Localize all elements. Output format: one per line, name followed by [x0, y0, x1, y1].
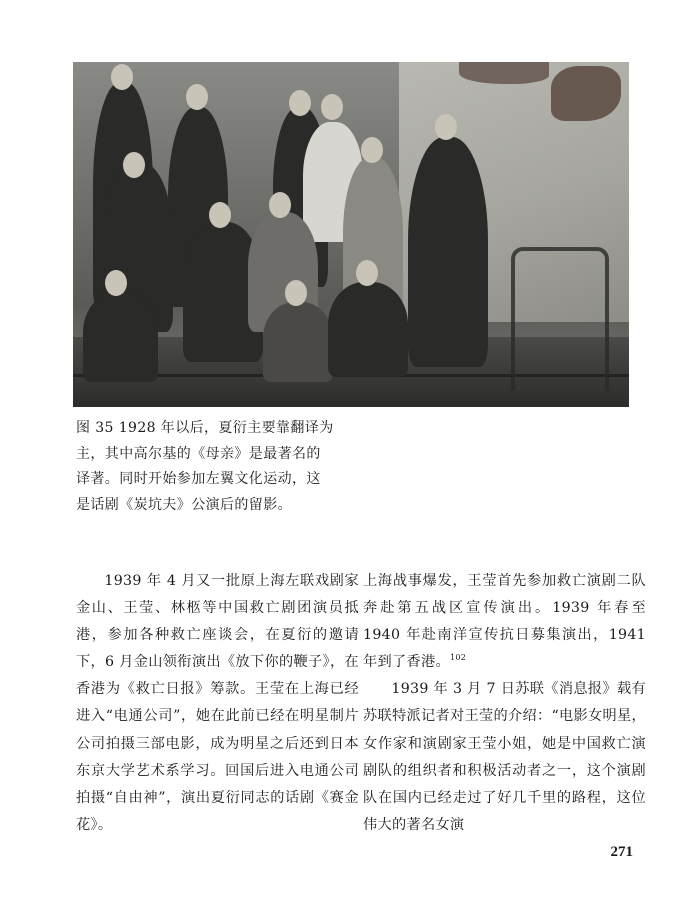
caption-line: 是话剧《炭坑夫》公演后的留影。 — [76, 496, 292, 513]
body-paragraph-continued — [363, 568, 646, 676]
photo-exposed-brick — [459, 62, 549, 84]
photo-person-head — [111, 64, 133, 90]
photo-person — [328, 282, 408, 377]
figure-caption — [76, 416, 366, 518]
photo-person — [83, 292, 158, 382]
photo-exposed-brick — [551, 66, 621, 121]
photo-person-head — [435, 114, 457, 140]
page-number: 271 — [610, 844, 633, 860]
footnote-reference: 102 — [449, 653, 467, 663]
photo-person-head — [186, 84, 208, 110]
photo-person-head — [361, 137, 383, 163]
photo-person-head — [269, 192, 291, 218]
photo-person-head — [105, 270, 127, 296]
body-paragraph: 1939 年 4 月又一批原上海左联戏剧家金山、王莹、林柩等中国救亡剧团演员抵港，参加各种救亡座谈会，在夏衍的邀请下，6 月金山领衔演出《放下你的鞭子》，在香港为《救亡日报》筹款。王莹在上海已经进入“电通公司”，她在此前已经在明星制片公司拍摄三部电影，成为明星之后还到日本东京大学艺术系学习。回国后进入电通公司拍摄“自由神”，演出夏衍同志的话剧《赛金花》。 — [76, 573, 359, 833]
photo-person-head — [285, 280, 307, 306]
photo-person-head — [209, 202, 231, 228]
photo-chair — [511, 247, 609, 391]
body-paragraph: 1939 年 3 月 7 日苏联《消息报》载有苏联特派记者对王莹的介绍：“电影女明星，女作家和演剧家王莹小姐，她是中国救亡演剧队的组织者和积极活动者之一，这个演剧队在国内已经走过了好几千里的路程，这位伟大的著名女演 — [363, 681, 646, 833]
photo-person-head — [321, 94, 343, 120]
right-text-column — [363, 568, 646, 839]
photo-person-head — [289, 90, 311, 116]
photo-person — [408, 137, 488, 367]
photo-person — [263, 302, 333, 382]
historical-group-photo — [73, 62, 629, 407]
photo-person-head — [123, 152, 145, 178]
photo-person-head — [356, 260, 378, 286]
left-text-column — [76, 568, 359, 839]
caption-line: 图 35 1928 年以后，夏衍主要靠翻译为 — [76, 420, 334, 436]
paragraph-text: 上海战事爆发，王莹首先参加救亡演剧二队奔赴第五战区宣传演出。1939 年春至 1940 年赴南洋宣传抗日募集演出，1941 年到了香港。 — [363, 573, 646, 671]
caption-line: 译著。同时开始参加左翼文化运动，这 — [76, 471, 321, 487]
caption-line: 主，其中高尔基的《母亲》是最著名的 — [76, 445, 321, 462]
